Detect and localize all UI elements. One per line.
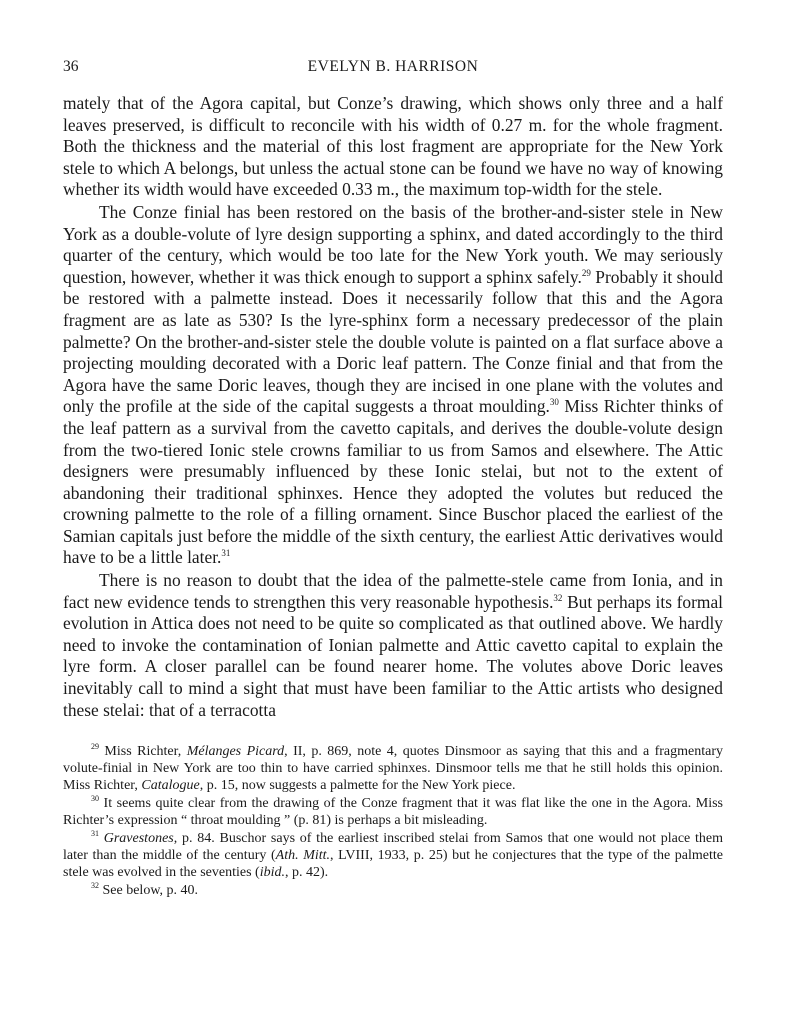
running-title: EVELYN B. HARRISON [307, 58, 479, 75]
footnote-text: , p. 42). [285, 865, 329, 881]
page-number: 36 [63, 58, 79, 75]
footnote-text: , LVIII, 1933, p. 25) but he conjectures that the type of the palmette stele was evolved in the seventies ( [63, 848, 723, 881]
citation-title: Ath. Mitt. [275, 848, 331, 864]
paragraph-3 [63, 570, 723, 721]
paragraph-2-part-c: Miss Richter thinks of the leaf pattern as a survival from the cavetto capitals, and derives the double-volute design from the two-tiered Ionic stele crowns familiar to us from Samos and elsewhere. The Attic designers were presumably influenced by these Ionic stelai, but not to the extent of abandoning their traditional sphinxes. Hence they adopted the volutes but reduced the crowning palmette to the role of a filling ornament. Since Buschor placed the earliest of the Samian capitals just before the middle of the sixth century, the earliest Attic derivatives would have to be a little later. [63, 396, 723, 568]
citation-title: Catalogue [141, 778, 200, 794]
footnote-number: 30 [91, 794, 99, 804]
footnote-text: Miss Richter, [99, 744, 187, 760]
footnote-text: , II, p. 869, note 4, quotes Dinsmoor as saying that this and a fragmentary volute-finial in New York are too thin to have carried sphinxes. Dinsmoor tells me that he still holds this opinion. Miss Richter, [63, 744, 724, 794]
citation-title: ibid. [259, 865, 285, 881]
paragraph-2-part-b: Probably it should be restored with a palmette instead. Does it necessarily follow that this and the Agora fragment are as late as 530? Is the lyre-sphinx form a necessary predecessor of the plain palmette? On the brother-and-sister stele the double volute is painted on a flat surface above a projecting moulding decorated with a Doric leaf pattern. The Conze finial and that from the Agora have the same Doric leaves, though they are incised in one plane with the volutes and only the profile at the side of the capital suggests a throat moulding. [63, 266, 723, 417]
footnote-text: See below, p. 40. [99, 883, 199, 899]
footnote-text: It seems quite clear from the drawing of the Conze fragment that it was flat like the one in the Agora. Miss Richter’s expression “ throat moulding ” (p. 81) is perhaps a bit misleading. [63, 796, 723, 829]
paragraph-3-part-b: But perhaps its formal evolution in Attica does not need to be quite so complicated as that outlined above. We hardly need to invoke the contamination of Ionian palmette and Attic cavetto capital to explain the lyre form. A closer parallel can be found nearer home. The volutes above Doric leaves inevitably call to mind a sight that must have been familiar to the Attic artists who designed these stelai: that of a terracotta [63, 591, 723, 720]
footnote-number: 31 [91, 829, 99, 839]
paragraph-1: mately that of the Agora capital, but Conze’s drawing, which shows only three and a half leaves preserved, is difficult to reconcile with his width of 0.27 m. for the whole fragment. Both the thickness and the material of this lost fragment are appropriate for the New York stele to which A belongs, but unless the actual stone can be found we have no way of knowing whether its width would have exceeded 0.33 m., the maximum top-width for the stele. [63, 93, 723, 200]
footnote-32 [63, 882, 723, 899]
footnotes [63, 743, 723, 899]
paragraph-2-part-a: The Conze finial has been restored on the basis of the brother-and-sister stele in New York as a double-volute of lyre design supporting a sphinx, and dated accordingly to the third quarter of the century, which would be too late for the New York youth. We may seriously question, however, whether it was thick enough to support a sphinx safely. [63, 201, 723, 287]
footnote-ref-30: 30 [549, 397, 559, 408]
citation-title: Mélanges Picard [186, 744, 285, 760]
footnote-number: 32 [91, 881, 99, 891]
footnote-ref-31: 31 [221, 548, 231, 559]
body-text [63, 93, 723, 721]
paragraph-3-part-a: There is no reason to doubt that the idea of the palmette-stele came from Ionia, and in fact new evidence tends to strengthen this very reasonable hypothesis. [63, 570, 723, 612]
footnote-number: 29 [91, 742, 99, 752]
footnote-text: , p. 84. Buschor says of the earliest inscribed stelai from Samos that one would not place them later than the middle of the century ( [63, 831, 723, 864]
footnote-29 [63, 743, 723, 794]
footnote-ref-32: 32 [553, 592, 563, 603]
page [63, 58, 723, 899]
footnote-31 [63, 830, 723, 881]
page-header [63, 58, 723, 82]
paragraph-2 [63, 202, 723, 569]
citation-title: Gravestones [103, 831, 174, 847]
footnote-ref-29: 29 [581, 267, 591, 278]
footnote-text: , p. 15, now suggests a palmette for the New York piece. [199, 778, 516, 794]
footnote-30 [63, 795, 723, 829]
